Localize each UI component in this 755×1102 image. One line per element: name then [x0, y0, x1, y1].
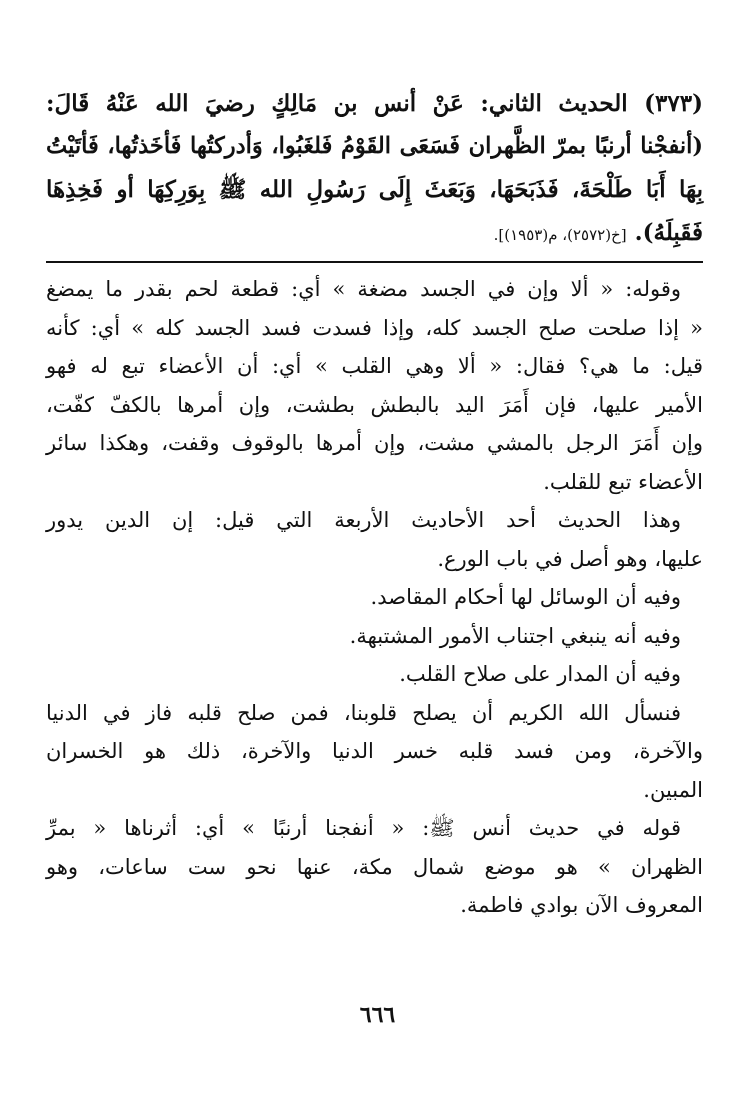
hadith-line: (أنفجْنا أرنبًا بمرّ الظَّهران فَسَعَى القَوْمُ فَلغَبُوا، وَأدركتُها فَأخَذتُها، فَأتَيْتُ	[46, 133, 703, 159]
page-number: ٦٦٦	[359, 1002, 396, 1028]
commentary-line: فنسأل الله الكريم أن يصلح قلوبنا، فمن صلح قلبه فاز في الدنيا	[46, 700, 681, 725]
commentary-line: وفيه أن المدار على صلاح القلب.	[399, 662, 681, 686]
commentary-line: وفيه أنه ينبغي اجتناب الأمور المشتبهة.	[349, 623, 681, 648]
commentary-line: الظهران » هو موضع شمال مكة، عنها نحو ست ساعات، وهو	[46, 854, 703, 879]
commentary-line: المعروف الآن بوادي فاطمة.	[460, 893, 703, 917]
commentary-line: قيل: ما هي؟ فقال: « ألا وهي القلب » أي: أن الأعضاء تبع له فهو	[46, 354, 703, 378]
commentary-line: وقوله: « ألا وإن في الجسد مضغة » أي: قطعة لحم بقدر ما يمضغ	[46, 277, 681, 301]
hadith-text	[46, 82, 703, 257]
commentary-line: الأعضاء تبع للقلب.	[543, 469, 703, 494]
commentary-line: وهذا الحديث أحد الأحاديث الأربعة التي قيل: إن الدين يدور	[46, 508, 681, 532]
hadith-line	[46, 211, 703, 257]
commentary-line: قوله في حديث أنس ﷺ: « أنفجنا أرنبًا » أي: أثرناها « بمرِّ	[46, 816, 681, 840]
separator-rule	[46, 261, 703, 263]
commentary-line: المبين.	[643, 777, 703, 802]
commentary-line: والآخرة، ومن فسد قلبه خسر الدنيا والآخرة، ذلك هو الخسران	[46, 739, 703, 763]
commentary-line: وفيه أن الوسائل لها أحكام المقاصد.	[370, 585, 681, 609]
hadith-line: (٣٧٣) الحديث الثاني: عَنْ أنس بن مَالِكٍ رضيَ الله عَنْهُ قَالَ:	[46, 90, 703, 117]
commentary-line: وإن أَمَرَ الرجل بالمشي مشت، وإن أمرها بالوقوف وقفت، وهكذا سائر	[46, 431, 703, 455]
commentary-line: الأمير عليها، فإن أَمَرَ اليد بالبطش بطشت، وإن أمرها بالكفّ كفّت،	[46, 392, 703, 417]
commentary-line: « إذا صلحت صلح الجسد كله، وإذا فسدت فسد الجسد كله » أي: كأنه	[46, 315, 703, 340]
commentary-text	[46, 270, 703, 925]
hadith-line-end: فَقَبِلَهُ).	[634, 219, 703, 246]
hadith-line: بِهَا أَبَا طَلْحَةَ، فَذَبَحَهَا، وَبَعَثَ إِلَى رَسُولِ الله ﷺ بِوَرِكِهَا أو فَخِذِهَا	[46, 176, 703, 203]
commentary-line: عليها، وهو أصل في باب الورع.	[437, 546, 703, 571]
hadith-reference: [خ(٢٥٧٢)، م(١٩٥٣)].	[493, 226, 627, 244]
